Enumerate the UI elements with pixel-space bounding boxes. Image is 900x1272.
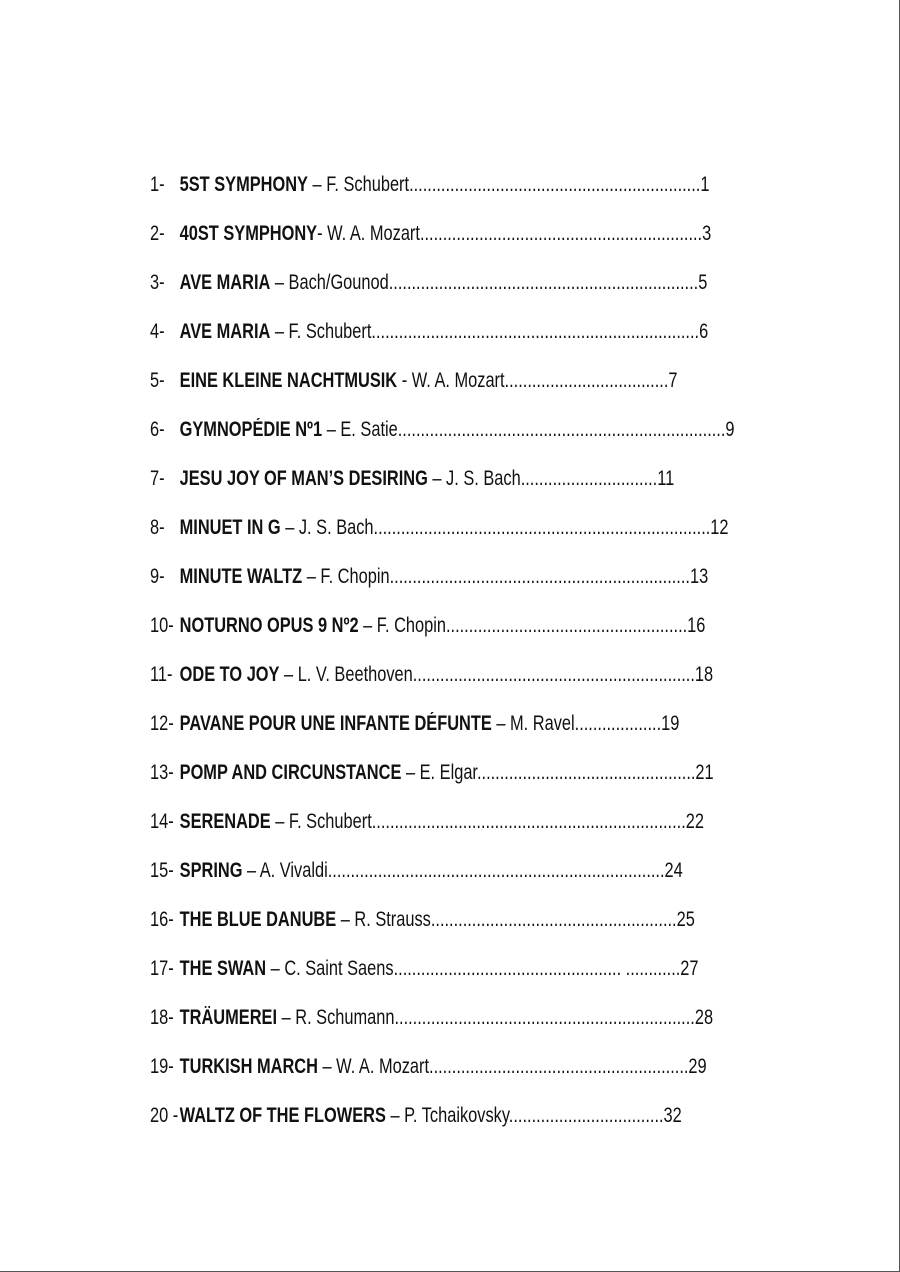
toc-entry-sep: - <box>317 222 328 245</box>
toc-entry-num: 7- <box>150 467 165 490</box>
toc-entry-composer: J. S. Bach <box>298 516 374 539</box>
toc-entry-dots: ................... <box>574 712 662 735</box>
toc-entry-sep: – <box>385 1104 405 1127</box>
toc-entry <box>150 511 729 545</box>
toc-entry <box>150 756 714 790</box>
toc-entry <box>150 952 699 986</box>
toc-entry <box>150 1050 707 1084</box>
toc-entry-composer: F. Chopin <box>376 614 446 637</box>
toc-entry-sep: – <box>317 1055 337 1078</box>
toc-entry-sep: – <box>277 1006 296 1029</box>
toc-entry-num: 17- <box>150 957 174 980</box>
toc-entry-title: GYMNOPÉDIE Nº1 <box>179 418 323 441</box>
toc-entry-composer: W. A. Mozart <box>327 222 420 245</box>
toc-entry-composer: M. Ravel <box>510 712 575 735</box>
toc-entry-composer: R. Strauss <box>354 908 431 931</box>
toc-entry-composer: F. Schubert <box>288 320 372 343</box>
toc-entry-page: 19 <box>661 712 680 735</box>
toc-entry-num: 2- <box>150 222 165 245</box>
toc-entry-num: 14- <box>150 810 174 833</box>
toc-entry <box>150 315 708 349</box>
toc-entry-sep: – <box>280 516 299 539</box>
toc-entry-sep: – <box>242 859 260 882</box>
toc-entry-composer: E. Elgar <box>419 761 477 784</box>
toc-entry-dots: .............................................................. <box>419 222 703 245</box>
toc-entry-composer: W. A. Mozart <box>336 1055 430 1078</box>
toc-entry-dots: .................................................. ............ <box>393 957 681 980</box>
toc-entry-composer: W. A. Mozart <box>411 369 505 392</box>
toc-entry <box>150 805 704 839</box>
toc-entry-num: 11- <box>150 663 173 686</box>
toc-entry-dots: .............................. <box>520 467 658 490</box>
toc-entry-num: 19- <box>150 1055 174 1078</box>
toc-entry-composer: J. S. Bach <box>446 467 521 490</box>
toc-entry-page: 3 <box>702 222 712 245</box>
toc-entry-num: 3- <box>150 271 165 294</box>
toc-entry <box>150 266 707 300</box>
toc-entry-num: 13- <box>150 761 174 784</box>
toc-entry-title: THE SWAN <box>179 957 267 980</box>
toc-entry <box>150 462 674 496</box>
toc-entry-composer: C. Saint Saens <box>284 957 394 980</box>
toc-entry-dots: ..................................................... <box>445 614 688 637</box>
toc-entry <box>150 560 708 594</box>
toc-entry-num: 5- <box>150 369 165 392</box>
toc-entry-dots: .................................................................... <box>388 271 699 294</box>
toc-entry-page: 25 <box>676 908 695 931</box>
toc-entry-sep: – <box>336 908 355 931</box>
toc-entry-title: TURKISH MARCH <box>179 1055 318 1078</box>
toc-entry <box>150 903 695 937</box>
toc-entry-page: 5 <box>698 271 708 294</box>
toc-entry-sep: – <box>322 418 341 441</box>
toc-entry-sep: – <box>270 320 289 343</box>
toc-entry-num: 1- <box>150 173 165 196</box>
toc-entry-dots: ........................................................................ <box>371 320 700 343</box>
toc-entry-dots: .......................................................................... <box>373 516 711 539</box>
toc-entry-sep: – <box>358 614 377 637</box>
toc-entry-num: 18- <box>150 1006 174 1029</box>
toc-entry-page: 1 <box>700 173 710 196</box>
toc-entry-dots: .................................... <box>504 369 669 392</box>
toc-entry-page: 28 <box>694 1006 714 1029</box>
toc-entry-page: 21 <box>695 761 714 784</box>
toc-entry <box>150 658 713 692</box>
toc-entry-num: 12- <box>150 712 174 735</box>
toc-entry-sep: - <box>397 369 412 392</box>
toc-entry-sep: – <box>266 957 285 980</box>
toc-entry-page: 18 <box>694 663 714 686</box>
toc-entry-title: JESU JOY OF MAN’S DESIRING <box>179 467 428 490</box>
toc-entry-page: 27 <box>680 957 699 980</box>
toc-entry-title: 5ST SYMPHONY <box>179 173 308 196</box>
toc-entry-page: 9 <box>725 418 735 441</box>
toc-entry-title: ODE TO JOY <box>179 663 280 686</box>
toc-entry-title: AVE MARIA <box>179 320 271 343</box>
toc-entry-composer: A. Vivaldi <box>259 859 328 882</box>
toc-entry-dots: ................................................ <box>476 761 696 784</box>
toc-entry-num: 15- <box>150 859 174 882</box>
toc-entry-sep: – <box>491 712 511 735</box>
toc-entry-title: PAVANE POUR UNE INFANTE DÉFUNTE <box>179 712 492 735</box>
toc-entry-sep: – <box>401 761 420 784</box>
toc-entry <box>150 1001 713 1035</box>
toc-entry-title: NOTURNO OPUS 9 Nº2 <box>179 614 359 637</box>
toc-entry-title: THE BLUE DANUBE <box>179 908 337 931</box>
toc-entry-title: SERENADE <box>179 810 271 833</box>
toc-entry-page: 12 <box>710 516 729 539</box>
toc-entry-dots: ................................................................ <box>409 173 701 196</box>
toc-entry-dots: .............................................................. <box>412 663 695 686</box>
toc-entry <box>150 854 683 888</box>
toc-entry-sep: – <box>270 810 289 833</box>
toc-entry-sep: – <box>270 271 289 294</box>
toc-entry-title: EINE KLEINE NACHTMUSIK <box>179 369 398 392</box>
toc-entry-num: 6- <box>150 418 165 441</box>
toc-entry-composer: Bach/Gounod <box>288 271 389 294</box>
toc-entry-dots: .................................. <box>508 1104 664 1127</box>
toc-entry-title: AVE MARIA <box>179 271 271 294</box>
toc-entry-page: 13 <box>689 565 709 588</box>
toc-entry-num: 8- <box>150 516 165 539</box>
toc-entry-composer: E. Satie <box>340 418 398 441</box>
toc-entry-num: 10- <box>150 614 174 637</box>
toc-entry-page: 7 <box>668 369 678 392</box>
toc-entry-title: WALTZ OF THE FLOWERS <box>179 1104 386 1127</box>
toc-entry-num: 20 - <box>150 1104 179 1127</box>
toc-entry <box>150 609 705 643</box>
toc-entry-title: TRÄUMEREI <box>179 1006 278 1029</box>
toc-entry-page: 24 <box>664 859 683 882</box>
toc-entry-title: MINUET IN G <box>179 516 281 539</box>
toc-entry-sep: – <box>302 565 321 588</box>
toc-entry <box>150 364 678 398</box>
toc-entry-num: 9- <box>150 565 165 588</box>
toc-entry <box>150 1099 682 1133</box>
toc-entry-page: 32 <box>663 1104 682 1127</box>
toc-entry <box>150 217 711 251</box>
toc-entry-composer: P. Tchaikovsky <box>404 1104 509 1127</box>
toc-entry-composer: F. Schubert <box>326 173 410 196</box>
toc-entry-composer: F. Chopin <box>320 565 390 588</box>
toc-entry-composer: R. Schumann <box>295 1006 395 1029</box>
toc-entry-num: 16- <box>150 908 174 931</box>
toc-entry-sep: – <box>427 467 447 490</box>
toc-entry-page: 6 <box>699 320 709 343</box>
toc-entry-dots: .................................................................. <box>394 1006 695 1029</box>
toc-entry-dots: ......................................................... <box>429 1055 689 1078</box>
toc-entry-composer: L. V. Beethoven <box>297 663 413 686</box>
toc-entry-sep: – <box>279 663 298 686</box>
toc-entry-page: 16 <box>687 614 706 637</box>
toc-entry <box>150 168 709 202</box>
toc-entry-composer: F. Schubert <box>288 810 372 833</box>
toc-entry-dots: .................................................................. <box>389 565 690 588</box>
toc-entry-title: POMP AND CIRCUNSTANCE <box>179 761 402 784</box>
toc-entry-dots: ...................................................... <box>430 908 677 931</box>
toc-entry-page: 29 <box>688 1055 707 1078</box>
toc-entry-title: 40ST SYMPHONY <box>179 222 318 245</box>
toc-entry-dots: ........................................................................ <box>397 418 726 441</box>
toc-entry-dots: ..................................................................... <box>371 810 686 833</box>
toc-entry-page: 22 <box>685 810 704 833</box>
toc-entry-num: 4- <box>150 320 165 343</box>
toc-entry <box>150 413 735 447</box>
toc-entry-sep: – <box>307 173 327 196</box>
toc-entry-dots: .......................................................................... <box>327 859 665 882</box>
toc-entry-title: SPRING <box>179 859 243 882</box>
toc-entry-title: MINUTE WALTZ <box>179 565 303 588</box>
toc-entry-page: 11 <box>657 467 675 490</box>
toc-entry <box>150 707 679 741</box>
